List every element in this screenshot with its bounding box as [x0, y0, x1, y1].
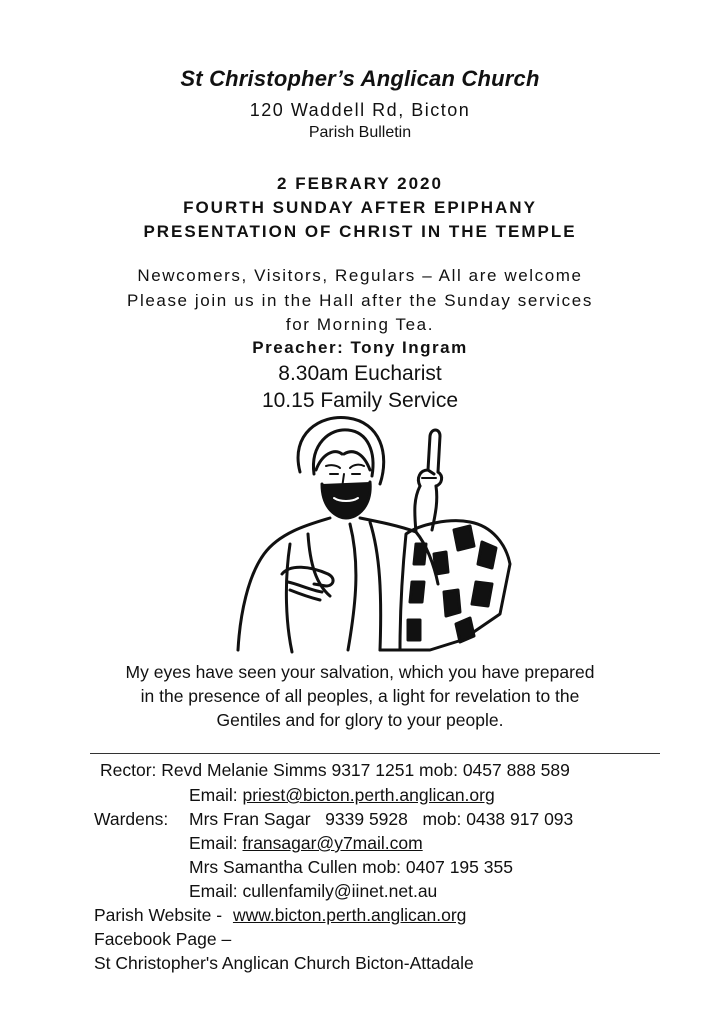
rector-email-link[interactable]: priest@bicton.perth.anglican.org	[242, 785, 495, 805]
scripture-line-2: in the presence of all peoples, a light for revelation to the	[140, 686, 580, 706]
website-label: Parish Website -	[94, 905, 223, 925]
rector-email-label: Email:	[189, 785, 238, 805]
scripture-line-3: Gentiles and for glory to your people.	[216, 710, 504, 730]
occasion-heading: FOURTH SUNDAY AFTER EPIPHANY	[183, 198, 537, 217]
warden1-email-link[interactable]: fransagar@y7mail.com	[242, 833, 423, 853]
divider-line	[90, 753, 660, 754]
website-link[interactable]: www.bicton.perth.anglican.org	[232, 905, 467, 925]
warden1-info: Mrs Fran Sagar 9339 5928 mob: 0438 917 093	[189, 809, 574, 829]
warden1-email-row	[189, 833, 423, 854]
welcome-line-2: Please join us in the Hall after the Sunday services	[127, 291, 593, 310]
scripture-quote	[60, 660, 660, 732]
feast-heading: PRESENTATION OF CHRIST IN THE TEMPLE	[143, 222, 577, 241]
warden1-row	[94, 809, 573, 830]
service-eucharist: 8.30am Eucharist	[278, 362, 442, 385]
rector-row	[100, 760, 570, 781]
church-name: St Christopher’s Anglican Church	[180, 66, 540, 91]
bulletin-subtitle: Parish Bulletin	[308, 124, 412, 141]
website-row	[94, 905, 466, 926]
scripture-line-1: My eyes have seen your salvation, which you have prepared	[125, 662, 595, 682]
warden1-email-label: Email:	[189, 833, 238, 853]
wardens-label: Wardens:	[94, 809, 169, 829]
christ-illustration	[230, 414, 520, 654]
welcome-line-3: for Morning Tea.	[285, 315, 435, 334]
facebook-label: Facebook Page –	[94, 929, 232, 949]
warden2-info: Mrs Samantha Cullen mob: 0407 195 355	[189, 857, 513, 877]
rector-email-row	[189, 785, 495, 806]
warden2-email: Email: cullenfamily@iinet.net.au	[189, 881, 438, 901]
date-heading: 2 FEBRARY 2020	[277, 174, 443, 193]
church-address: 120 Waddell Rd, Bicton	[249, 100, 471, 120]
facebook-page-name[interactable]: St Christopher's Anglican Church Bicton-Attadale	[94, 953, 474, 973]
rector-info: Revd Melanie Simms 9317 1251 mob: 0457 888 589	[161, 760, 570, 780]
service-family: 10.15 Family Service	[261, 389, 459, 412]
preacher-line: Preacher: Tony Ingram	[252, 338, 468, 357]
rector-label: Rector:	[100, 760, 157, 780]
welcome-line-1: Newcomers, Visitors, Regulars – All are welcome	[137, 266, 583, 285]
